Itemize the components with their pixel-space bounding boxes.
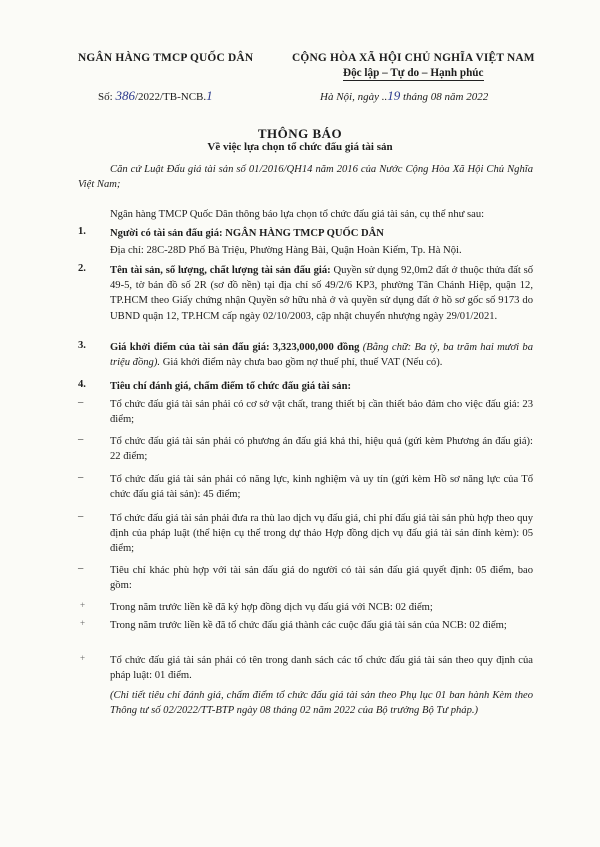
bullet-plus: + — [80, 600, 86, 610]
document-date — [320, 88, 488, 104]
document-number — [98, 88, 213, 104]
bullet-plus: + — [80, 653, 86, 663]
criterion-3: Tổ chức đấu giá tài sản phải có năng lực, kinh nghiệm và uy tín (gửi kèm Hồ sơ năng lực của Tổ chức đấu giá tài sản): 45 điểm; — [110, 474, 533, 501]
sub-criterion-3: Tổ chức đấu giá tài sản phải có tên trong danh sách các tổ chức đấu giá tài sản theo quy định của pháp luật: 01 điểm. — [110, 655, 533, 682]
sub-criterion-2: Trong năm trước liền kề đã tổ chức đấu giá thành các cuộc đấu giá tài sản của NCB: 02 điểm; — [110, 620, 507, 631]
bullet-dash: – — [78, 397, 84, 408]
section-2-text: Quyền sử dụng 92,0m2 đất ở thuộc thửa đất số 49-5, tờ bản đồ số 2R (sơ đồ nền) tại địa chỉ số 49/2/6 KP3, phường Tân Chánh Hiệp, quận 12, TP.HCM theo Giấy chứng nhận Quyền sở hữu nhà ở và quyền sử dụng đất ở hồ sơ gốc số 9173 do UBND quận 12, TP.HCM cấp ngày 02/10/2003, cập nhật chuyển nhượng ngày 29/01/2021. — [110, 265, 534, 322]
criterion-2: Tổ chức đấu giá tài sản phải có phương án đấu giá khả thi, hiệu quả (gửi kèm Phương án đấu giá): 22 điểm; — [110, 436, 533, 463]
section-2-label: Tên tài sản, số lượng, chất lượng tài sản đấu giá: — [110, 265, 331, 276]
section-3-label: Giá khởi điểm của tài sản đấu giá: 3,323,000,000 đồng — [110, 342, 360, 353]
bullet-dash: – — [78, 511, 84, 522]
section-1-owner — [110, 226, 533, 241]
doc-number-suffix: /2022/TB-NCB. — [134, 91, 207, 103]
legal-basis: Căn cứ Luật Đấu giá tài sản số 01/2016/QH14 năm 2016 của Nước Cộng Hòa Xã Hội Chủ Nghĩa Việt Nam; — [78, 164, 533, 191]
bank-name: NGÂN HÀNG TMCP QUỐC DÂN — [78, 52, 254, 64]
doc-number-prefix: Số: — [98, 91, 116, 103]
section-1-value: NGÂN HÀNG TMCP QUỐC DÂN — [225, 228, 384, 239]
bullet-plus: + — [80, 618, 86, 628]
appendix-note: (Chi tiết tiêu chí đánh giá, chấm điểm tổ chức đấu giá tài sản theo Phụ lục 01 ban hành Kèm theo Thông tư số 02/2022/TT-BTP ngày 08 tháng 02 năm 2022 của Bộ trưởng Bộ Tư pháp.) — [110, 690, 533, 717]
document-title: THÔNG BÁO — [257, 126, 343, 141]
section-3-price — [110, 340, 533, 370]
national-motto: Độc lập – Tự do – Hạnh phúc — [343, 67, 484, 79]
section-2-number: 2. — [78, 263, 86, 274]
criterion-4: Tổ chức đấu giá tài sản phải đưa ra thù lao dịch vụ đấu giá, chi phí đấu giá tài sản phù hợp theo quy định của pháp luật (thể hiện cụ thể trong dự thảo Hợp đồng dịch vụ đấu giá tài sản đính kèm): 05 điểm; — [110, 513, 533, 555]
bullet-dash: – — [78, 563, 84, 574]
section-4-number: 4. — [78, 379, 86, 390]
intro-paragraph: Ngân hàng TMCP Quốc Dân thông báo lựa chọn tổ chức đấu giá tài sản, cụ thể như sau: — [110, 209, 485, 220]
section-3-words: (Bằng chữ: Ba tỷ, ba trăm hai mươi ba triệu đồng). — [110, 342, 533, 369]
date-prefix: Hà Nội, ngày .. — [320, 91, 388, 103]
section-3-number: 3. — [78, 340, 86, 351]
section-1-address: Địa chỉ: 28C-28D Phố Bà Triệu, Phường Hàng Bài, Quận Hoàn Kiếm, Tp. Hà Nội. — [110, 245, 462, 256]
section-3-rest: Giá khởi điểm này chưa bao gồm nợ thuế phí, thuế VAT (Nếu có). — [162, 357, 443, 369]
document-subtitle: Về việc lựa chọn tổ chức đấu giá tài sản — [207, 141, 393, 153]
criterion-5: Tiêu chí khác phù hợp với tài sản đấu giá do người có tài sản đấu giá quyết định: 05 điểm, bao gồm: — [110, 565, 533, 592]
date-day-handwritten: 19 — [387, 88, 401, 103]
criterion-1: Tổ chức đấu giá tài sản phải có cơ sở vật chất, trang thiết bị cần thiết bảo đảm cho việc đấu giá: 23 điểm; — [110, 399, 533, 426]
doc-number-handwritten-2: 1 — [206, 88, 213, 103]
section-2-asset — [110, 263, 533, 324]
date-suffix: tháng 08 năm 2022 — [400, 91, 489, 103]
doc-number-handwritten: 386 — [115, 88, 135, 103]
republic-heading: CỘNG HÒA XÃ HỘI CHỦ NGHĨA VIỆT NAM — [292, 52, 535, 64]
bullet-dash: – — [78, 472, 84, 483]
section-1-label: Người có tài sản đấu giá: — [110, 228, 223, 239]
sub-criterion-1: Trong năm trước liền kề đã ký hợp đồng dịch vụ đấu giá với NCB: 02 điểm; — [110, 602, 433, 613]
section-1-number: 1. — [78, 226, 86, 237]
section-4-label: Tiêu chí đánh giá, chấm điểm tổ chức đấu giá tài sản: — [110, 381, 352, 392]
bullet-dash: – — [78, 434, 84, 445]
